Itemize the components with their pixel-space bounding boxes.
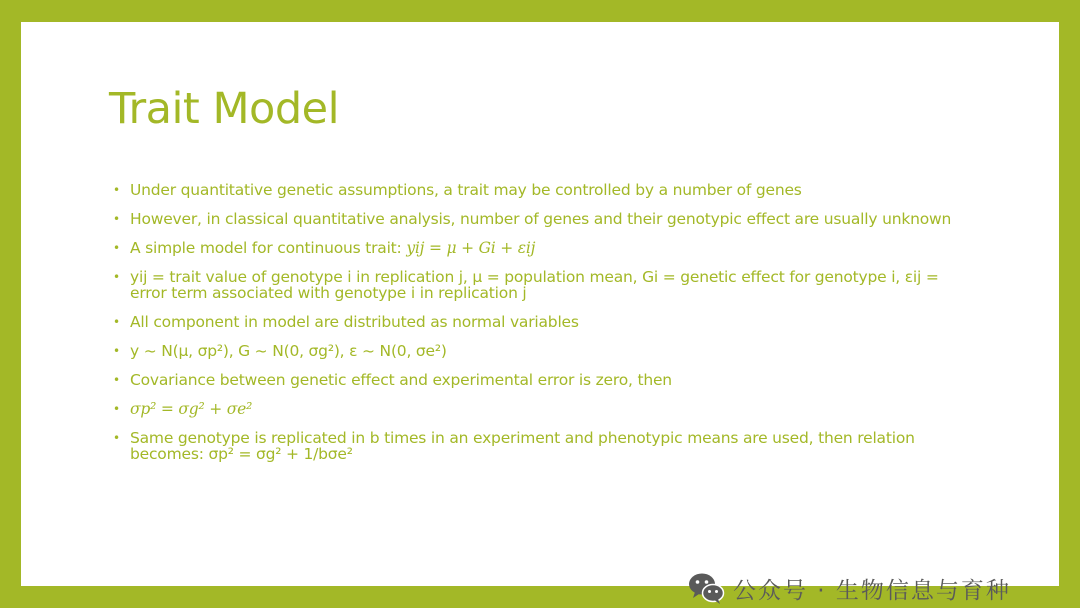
bullet-text: y ~ N(μ, σp²), G ~ N(0, σg²), ε ~ N(0, σe²) bbox=[130, 342, 447, 360]
slide bbox=[21, 22, 1059, 604]
bullet-item bbox=[111, 182, 971, 198]
bullet-dot-icon: • bbox=[113, 373, 120, 387]
model-equation: yij = μ + Gi + εij bbox=[406, 239, 536, 257]
bullet-item bbox=[111, 430, 971, 462]
bullet-dot-icon: • bbox=[113, 212, 120, 226]
watermark bbox=[687, 570, 1011, 606]
bullet-item bbox=[111, 240, 971, 256]
bullet-dot-icon: • bbox=[113, 315, 120, 329]
bullet-dot-icon: • bbox=[113, 183, 120, 197]
bullet-text: Under quantitative genetic assumptions, a trait may be controlled by a number of genes bbox=[130, 181, 802, 199]
bullet-item bbox=[111, 343, 971, 359]
bullet-text: However, in classical quantitative analysis, number of genes and their genotypic effect are usually unknown bbox=[130, 210, 952, 228]
bullet-item bbox=[111, 269, 971, 301]
bullet-item bbox=[111, 211, 971, 227]
bullet-dot-icon: • bbox=[113, 431, 120, 445]
slide-title: Trait Model bbox=[109, 84, 340, 134]
bullet-dot-icon: • bbox=[113, 241, 120, 255]
bullet-item bbox=[111, 314, 971, 330]
bullet-text: yij = trait value of genotype i in replication j, μ = population mean, Gi = genetic effect for genotype i, εij = error term associated with genotype i in replication j bbox=[130, 268, 939, 302]
bullet-item bbox=[111, 401, 971, 417]
bullet-item bbox=[111, 372, 971, 388]
bullet-list bbox=[111, 182, 971, 475]
wechat-icon bbox=[687, 571, 725, 605]
bullet-dot-icon: • bbox=[113, 344, 120, 358]
bullet-dot-icon: • bbox=[113, 270, 120, 284]
bullet-text: Covariance between genetic effect and experimental error is zero, then bbox=[130, 371, 672, 389]
bullet-text: All component in model are distributed as normal variables bbox=[130, 313, 579, 331]
variance-equation: σp² = σg² + σe² bbox=[130, 400, 253, 418]
bullet-text: Same genotype is replicated in b times in an experiment and phenotypic means are used, then relation becomes: σp² = σg² + 1/bσe² bbox=[130, 429, 915, 463]
bullet-text: A simple model for continuous trait: bbox=[130, 239, 407, 257]
watermark-text: 公众号 · 生物信息与育种 bbox=[733, 577, 1011, 604]
bullet-dot-icon: • bbox=[113, 402, 120, 416]
